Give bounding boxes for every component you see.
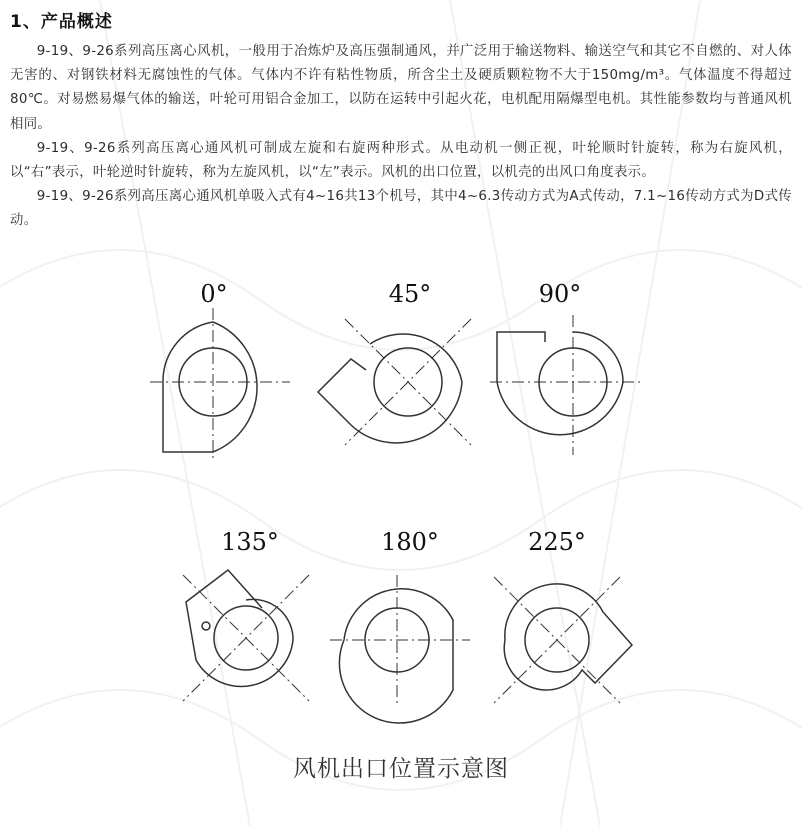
angle-label-0: 0° — [200, 280, 228, 308]
angle-label-45: 45° — [388, 280, 432, 308]
section-title: 产品概述 — [40, 12, 113, 32]
angle-label-90: 90° — [538, 280, 582, 308]
section-number: 1、 — [10, 12, 41, 32]
fan-housing-180 — [330, 575, 470, 723]
paragraph-usage: 9-19、9-26系列高压离心风机，一般用于冶炼炉及高压强制通风，并广泛用于输送物料、输送空气和其它不自燃的、对人体无害的、对钢铁材料无腐蚀性的气体。气体内不许有粘性物质，所含尘土及硬质颗粒物不大于150mg/m³。气体温度不得超过80℃。对易燃易爆气体的输送，叶轮可用铝合金加工，以防在运转中引起火花，电机配用隔爆型电机。其性能参数均与普通风机相同。 — [10, 44, 792, 132]
angle-label-135: 135° — [221, 528, 279, 556]
angle-label-225: 225° — [528, 528, 586, 556]
fan-housing-0 — [150, 308, 290, 462]
fan-housing-225 — [494, 577, 632, 703]
fan-housing-135 — [183, 570, 309, 701]
paragraph-rotation: 9-19、9-26系列高压离心通风机可制成左旋和右旋两种形式。从电动机一侧正视，叶轮顺时针旋转，称为右旋风机，以“右”表示，叶轮逆时针旋转，称为左旋风机，以“左”表示。风机的出口位置，以机壳的出风口角度表示。 — [10, 140, 792, 181]
fan-housing-90 — [490, 315, 640, 455]
figure-caption: 风机出口位置示意图 — [293, 756, 509, 782]
fan-housing-45 — [318, 319, 471, 445]
paragraph-models: 9-19、9-26系列高压离心通风机单吸入式有4~16共13个机号，其中4~6.3传动方式为A式传动，7.1~16传动方式为D式传动。 — [10, 189, 792, 229]
angle-label-180: 180° — [381, 528, 439, 556]
